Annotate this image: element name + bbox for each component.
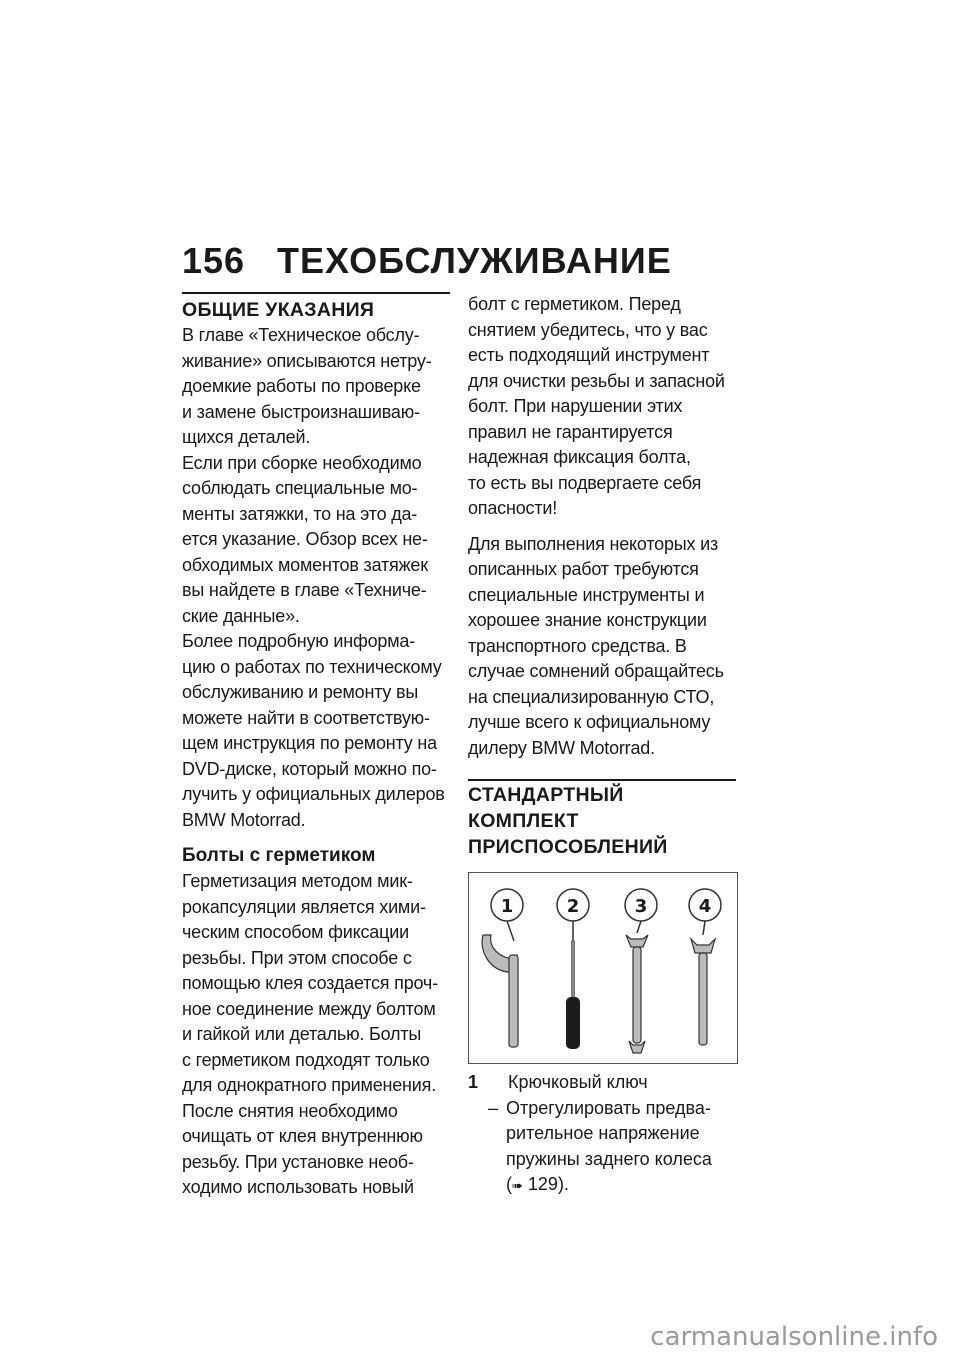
text-line: DVD-диске, который можно по-: [182, 758, 437, 779]
page-header: [182, 240, 742, 282]
text-line: для однократного применения.: [182, 1075, 436, 1095]
text-line: рокапсуляции является хими-: [182, 896, 426, 917]
text-line: Более подробную информа-: [182, 631, 415, 651]
legend-item-label: Крючковый ключ: [508, 1072, 648, 1092]
text-line: пружины заднего колеса: [506, 1148, 712, 1169]
text-line: обходимых моментов затяжек: [182, 554, 428, 575]
chapter-title: ТЕХОБСЛУЖИВАНИЕ: [277, 240, 672, 281]
tool-3-label: 3: [634, 896, 648, 917]
spacer: [468, 860, 758, 872]
text-line: резьбу. При установке необ-: [182, 1151, 414, 1172]
text-line: лучше всего к официальному: [468, 712, 711, 732]
legend-sub-item: [468, 1096, 758, 1199]
spacer: [182, 833, 450, 843]
subsection-title-bolts: Болты с герметиком: [182, 845, 376, 866]
text-line: Отрегулировать предва-: [506, 1097, 711, 1118]
text-line: опасности!: [468, 498, 558, 518]
text-line: болт. При нарушении этих: [468, 396, 683, 416]
text-line: менты затяжки, то на это да-: [182, 503, 418, 524]
continued-text: [468, 292, 758, 522]
text-line: помощью клея создается проч-: [182, 973, 438, 993]
text-line: щем инструкция по ремонту на: [182, 733, 437, 753]
legend-dash: –: [488, 1097, 499, 1118]
text-line: резьбы. При этом способе с: [182, 947, 412, 968]
text-line: BMW Motorrad.: [182, 809, 306, 830]
section-rule: [182, 292, 450, 294]
section-title-toolkit-line2: КОМПЛЕКТ ПРИСПОСОБЛЕНИЙ: [468, 810, 668, 858]
reference-arrow-icon: ➠: [512, 1178, 523, 1193]
text-line: то есть вы подвергаете себя: [468, 472, 702, 493]
text-line: После снятия необходимо: [182, 1100, 398, 1121]
text-line: В главе «Техническое обслу-: [182, 325, 420, 345]
intro-text: [182, 323, 450, 833]
left-column: [182, 292, 450, 1201]
legend-sub-text: [506, 1096, 712, 1199]
section-rule: [468, 779, 736, 781]
text-line: на специализированную СТО,: [468, 686, 715, 707]
text-line: дилеру BMW Motorrad.: [468, 737, 655, 758]
text-line: правил не гарантируется: [468, 421, 673, 442]
right-column: [468, 292, 758, 1199]
ref-open: (: [506, 1174, 512, 1194]
text-line: обслуживанию и ремонту вы: [182, 682, 419, 702]
bolts-text: [182, 869, 450, 1201]
spacer: [468, 761, 758, 779]
text-line: для очистки резьбы и запасной: [468, 370, 725, 391]
watermark: carmanualsonline.info: [650, 1322, 938, 1352]
text-line: рительное напряжение: [506, 1123, 700, 1143]
text-line: ходимо использовать новый: [182, 1177, 414, 1197]
text-line: очищать от клея внутреннюю: [182, 1126, 423, 1146]
tool-4-open-end-wrench: [689, 889, 721, 1045]
tool-1-hook-wrench: [482, 889, 523, 1047]
text-line: живание» описываются нетру-: [182, 350, 432, 371]
text-line: лучить у официальных дилеров: [182, 784, 445, 804]
ref-page: 129).: [522, 1174, 569, 1194]
text-line: Для выполнения некоторых из: [468, 533, 719, 554]
text-line: есть подходящий инструмент: [468, 345, 710, 365]
text-line: с герметиком подходят только: [182, 1049, 430, 1070]
legend-item-number: 1: [468, 1072, 479, 1092]
text-line: описанных работ требуются: [468, 559, 699, 579]
toolkit-figure: [468, 872, 738, 1064]
text-line: хорошее знание конструкции: [468, 610, 707, 630]
text-line: болт с герметиком. Перед: [468, 294, 681, 314]
text-line: и гайкой или деталью. Болты: [182, 1024, 422, 1044]
text-line: случае сомнений обращайтесь: [468, 661, 724, 681]
text-line: Герметизация методом мик-: [182, 871, 413, 891]
tool-2-screwdriver: [557, 889, 589, 1049]
text-line: Если при сборке необходимо: [182, 452, 422, 473]
text-line: и замене быстроизнашиваю-: [182, 401, 420, 422]
text-line: цию о работах по техническому: [182, 656, 442, 677]
text-line: ное соединение между болтом: [182, 998, 436, 1019]
text-line: специальные инструменты и: [468, 584, 705, 605]
text-line: снятием убедитесь, что у вас: [468, 319, 708, 340]
tool-4-label: 4: [698, 896, 712, 917]
page-reference[interactable]: [506, 1172, 712, 1199]
text-line: транспортного средства. В: [468, 635, 687, 656]
text-line: ские данные».: [182, 605, 300, 626]
text-line: доемкие работы по проверке: [182, 376, 421, 396]
text-line: можете найти в соответствую-: [182, 707, 430, 728]
text-line: ческим способом фиксации: [182, 922, 409, 942]
legend-item-1: [468, 1070, 758, 1096]
spacer: [468, 522, 758, 532]
tool-3-open-end-wrench: [625, 889, 657, 1053]
tool-1-label: 1: [500, 896, 514, 917]
page-number: 156: [182, 240, 246, 281]
text-line: щихся деталей.: [182, 427, 311, 447]
section-title-toolkit-line1: СТАНДАРТНЫЙ: [468, 784, 624, 806]
tool-2-label: 2: [566, 896, 580, 917]
text-line: вы найдете в главе «Техниче-: [182, 580, 427, 600]
tools-text: [468, 532, 758, 762]
section-title-general: ОБЩИЕ УКАЗАНИЯ: [182, 299, 375, 321]
text-line: соблюдать специальные мо-: [182, 478, 418, 498]
text-line: надежная фиксация болта,: [468, 447, 691, 467]
text-line: ется указание. Обзор всех не-: [182, 529, 428, 549]
